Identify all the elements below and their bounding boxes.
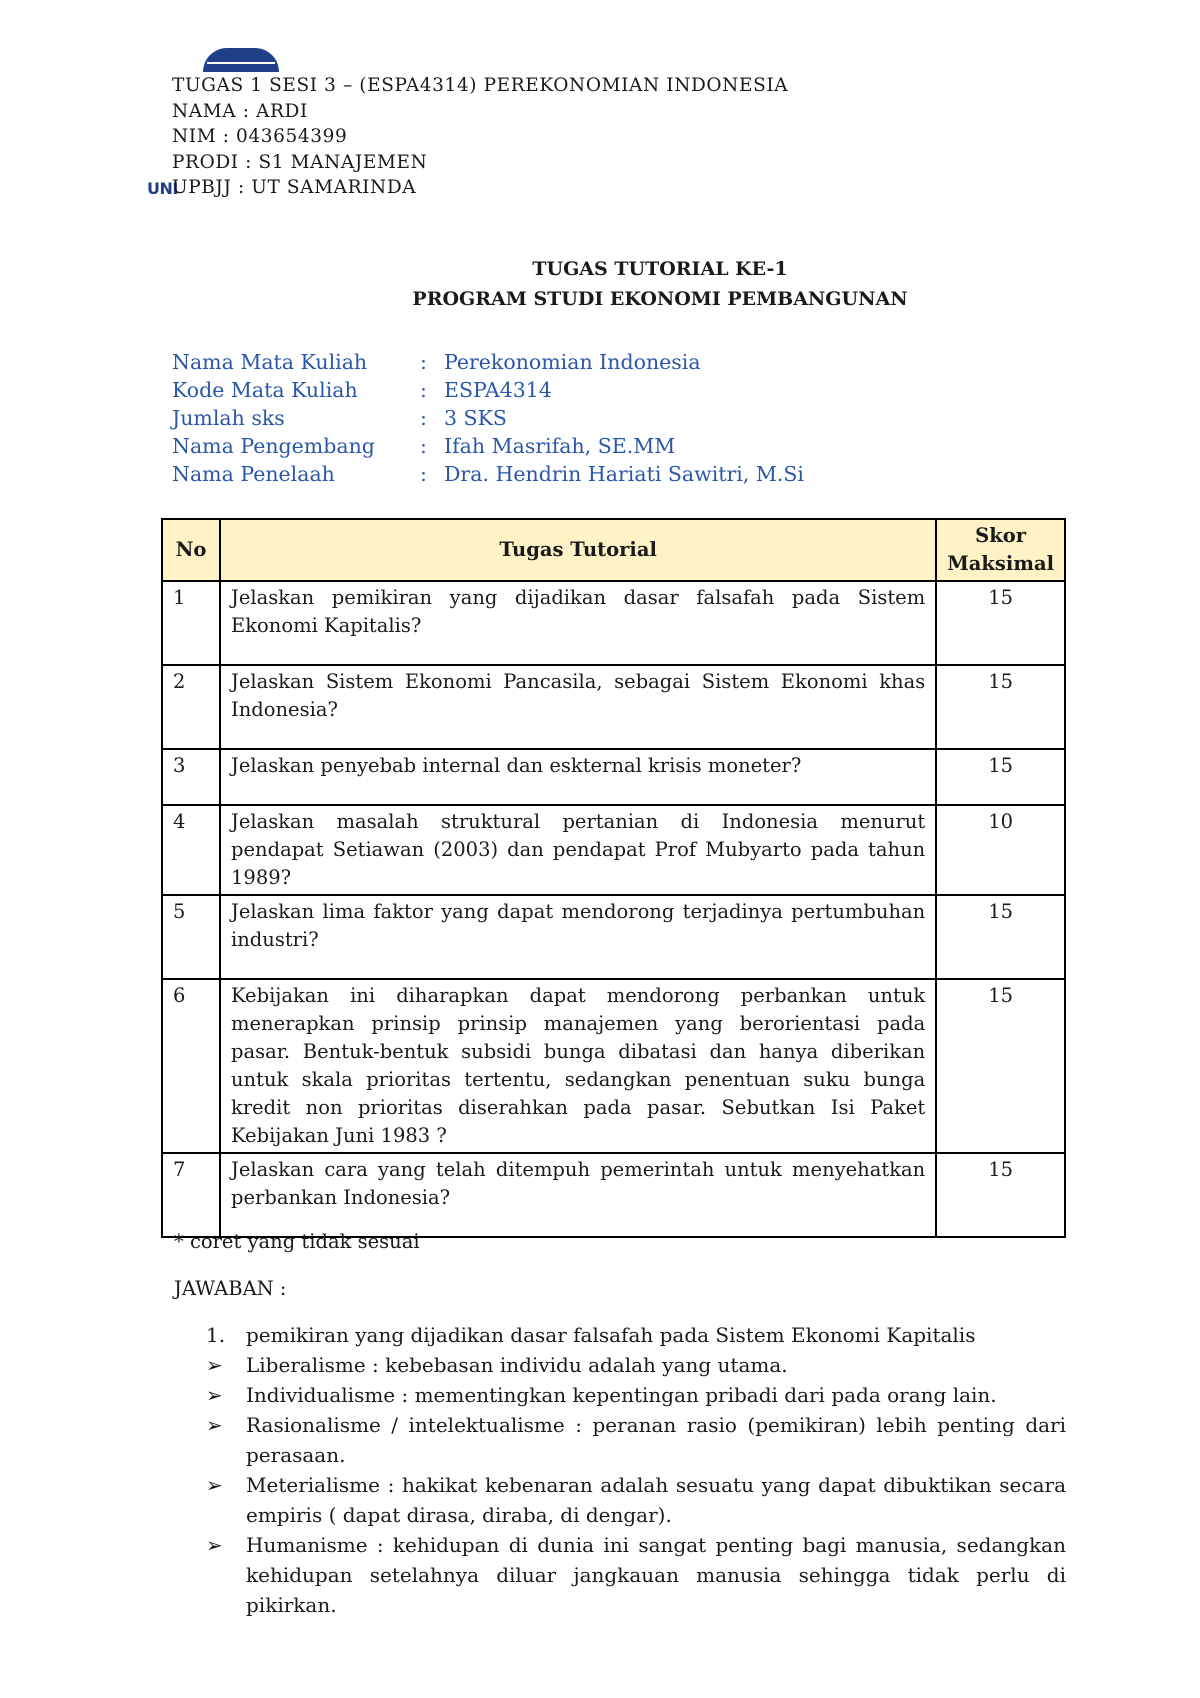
row-task: Kebijakan ini diharapkan dapat mendorong perbankan untuk menerapkan prinsip prinsip manajemen yang berorientasi pada pasar. Bentuk-bentuk subsidi bunga dibatasi dan hanya diberikan untuk skala prioritas tertentu, sedangkan penentuan suku bunga kredit non prioritas diserahkan pada pasar. Sebutkan Isi Paket Kebijakan Juni 1983 ?	[220, 979, 936, 1153]
row-score: 15	[936, 979, 1065, 1153]
list-item	[206, 1410, 1066, 1470]
tasks-table	[161, 518, 1066, 1238]
info-value: 3 SKS	[444, 406, 507, 430]
info-value: ESPA4314	[444, 378, 552, 402]
header-upbjj-line: UPBJJ : UT SAMARINDA	[172, 177, 417, 198]
arrow-bullet-icon: ➢	[206, 1473, 223, 1497]
bullet-text: Meterialisme : hakikat kebenaran adalah sesuatu yang dapat dibuktikan secara empiris ( dapat dirasa, diraba, di dengar).	[246, 1473, 1066, 1527]
row-number: 6	[162, 979, 220, 1153]
logo-text: UNI	[147, 179, 178, 198]
row-number: 4	[162, 805, 220, 895]
info-row	[172, 432, 804, 460]
answers-list	[206, 1320, 1066, 1620]
info-value: Dra. Hendrin Hariati Sawitri, M.Si	[444, 462, 804, 486]
info-separator: :	[420, 378, 427, 402]
row-task: Jelaskan cara yang telah ditempuh pemerintah untuk menyehatkan perbankan Indonesia?	[220, 1153, 936, 1237]
arrow-bullet-icon: ➢	[206, 1353, 223, 1377]
info-label: Nama Penelaah	[172, 462, 335, 486]
bullet-text: Liberalisme : kebebasan individu adalah yang utama.	[246, 1353, 788, 1377]
table-row	[162, 749, 1065, 805]
info-label: Jumlah sks	[172, 406, 285, 430]
info-row	[172, 404, 804, 432]
info-label: Kode Mata Kuliah	[172, 378, 358, 402]
arrow-bullet-icon: ➢	[206, 1413, 223, 1437]
page-title: TUGAS TUTORIAL KE-1	[532, 258, 788, 280]
header-nim-line: NIM : 043654399	[172, 126, 348, 147]
header-score-line1: Skor	[975, 524, 1027, 547]
info-value: Perekonomian Indonesia	[444, 350, 701, 374]
info-row	[172, 348, 804, 376]
answers-heading: JAWABAN :	[174, 1277, 287, 1300]
row-task: Jelaskan penyebab internal dan eskternal krisis moneter?	[220, 749, 936, 805]
number-marker: 1.	[206, 1323, 226, 1347]
header-score	[936, 519, 1065, 581]
list-item	[206, 1530, 1066, 1620]
list-item	[206, 1350, 1066, 1380]
footnote: * coret yang tidak sesuai	[174, 1230, 420, 1253]
info-label: Nama Pengembang	[172, 434, 375, 458]
row-task: Jelaskan pemikiran yang dijadikan dasar falsafah pada Sistem Ekonomi Kapitalis?	[220, 581, 936, 665]
row-score: 15	[936, 895, 1065, 979]
header-prodi-line: PRODI : S1 MANAJEMEN	[172, 151, 428, 173]
row-number: 5	[162, 895, 220, 979]
header-score-line2: Maksimal	[947, 552, 1054, 575]
row-score: 10	[936, 805, 1065, 895]
info-row	[172, 376, 804, 404]
info-separator: :	[420, 434, 427, 458]
arrow-bullet-icon: ➢	[206, 1383, 223, 1407]
header-assignment-line: TUGAS 1 SESI 3 – (ESPA4314) PEREKONOMIAN INDONESIA	[172, 75, 789, 96]
row-number: 7	[162, 1153, 220, 1237]
table-row	[162, 1153, 1065, 1237]
table-row	[162, 581, 1065, 665]
info-separator: :	[420, 406, 427, 430]
info-label: Nama Mata Kuliah	[172, 350, 368, 374]
header-no: No	[162, 519, 220, 581]
row-score: 15	[936, 1153, 1065, 1237]
info-row	[172, 460, 804, 488]
row-number: 3	[162, 749, 220, 805]
list-item	[206, 1380, 1066, 1410]
student-header	[172, 73, 788, 201]
bullet-text: Rasionalisme / intelektualisme : peranan rasio (pemikiran) lebih penting dari perasaan.	[246, 1413, 1066, 1467]
table-row	[162, 895, 1065, 979]
table-header-row	[162, 519, 1065, 581]
row-score: 15	[936, 581, 1065, 665]
row-score: 15	[936, 749, 1065, 805]
bullet-text: Individualisme : mementingkan kepentingan pribadi dari pada orang lain.	[246, 1383, 997, 1407]
info-separator: :	[420, 350, 427, 374]
row-task: Jelaskan lima faktor yang dapat mendorong terjadinya pertumbuhan industri?	[220, 895, 936, 979]
page-subtitle: PROGRAM STUDI EKONOMI PEMBANGUNAN	[412, 288, 908, 310]
university-logo-icon	[203, 48, 279, 72]
info-value: Ifah Masrifah, SE.MM	[444, 434, 676, 458]
list-item	[206, 1470, 1066, 1530]
header-name-line: NAMA : ARDI	[172, 100, 308, 122]
header-task: Tugas Tutorial	[220, 519, 936, 581]
row-number: 2	[162, 665, 220, 749]
row-task: Jelaskan Sistem Ekonomi Pancasila, sebagai Sistem Ekonomi khas Indonesia?	[220, 665, 936, 749]
course-info	[172, 348, 804, 488]
bullet-text: Humanisme : kehidupan di dunia ini sangat penting bagi manusia, sedangkan kehidupan setelahnya diluar jangkauan manusia sehingga tidak perlu di pikirkan.	[246, 1533, 1066, 1617]
row-number: 1	[162, 581, 220, 665]
row-score: 15	[936, 665, 1065, 749]
table-row	[162, 805, 1065, 895]
table-row	[162, 979, 1065, 1153]
table-row	[162, 665, 1065, 749]
info-separator: :	[420, 462, 427, 486]
row-task: Jelaskan masalah struktural pertanian di Indonesia menurut pendapat Setiawan (2003) dan pendapat Prof Mubyarto pada tahun 1989?	[220, 805, 936, 895]
arrow-bullet-icon: ➢	[206, 1533, 223, 1557]
answer-text: pemikiran yang dijadikan dasar falsafah pada Sistem Ekonomi Kapitalis	[246, 1323, 976, 1347]
numbered-answer	[206, 1320, 1066, 1350]
